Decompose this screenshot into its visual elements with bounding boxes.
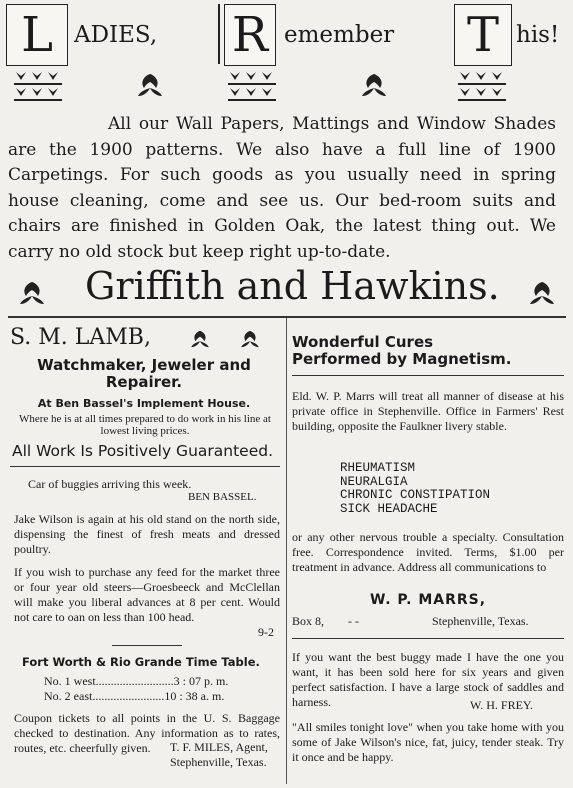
lamb-trade: Watchmaker, Jeweler and Repairer.	[37, 356, 251, 391]
drop-cap-t: T	[454, 4, 512, 66]
rule-line	[292, 375, 564, 376]
header-banner	[0, 0, 573, 112]
drop-cap-l: L	[6, 4, 68, 66]
leaf-icon	[14, 278, 50, 308]
leaf-icon	[186, 328, 214, 350]
other-notice: or any other nervous trouble a specialty. Consultation free. Correspondence invited. Terms, $1.00 per treatment in advance. Address all communications to	[292, 530, 564, 574]
word-remember: emember	[284, 22, 395, 48]
buggies-signature: BEN BASSEL.	[188, 491, 257, 503]
buggy-signature: W. H. FREY.	[470, 698, 534, 712]
buggy-notice: If you want the best buggy made I have the one you want, it has been sold here for six years and given perfect satisfaction. I have a large stock of saddles and harness.	[292, 650, 564, 709]
section-divider	[8, 316, 566, 318]
timetable-title: Fort Worth & Rio Grande Time Table.	[22, 655, 260, 669]
rule-line	[112, 645, 182, 646]
drop-cap-r: R	[224, 4, 276, 66]
ornament-icon	[226, 70, 278, 102]
marrs-signature: W. P. MARRS,	[369, 592, 487, 608]
coupon-signature: T. F. MILES, Agent, Stephenville, Texas.	[170, 740, 268, 769]
coupon-notice: Coupon tickets to all points in the U. S. Baggage checked to destination. Any information as to rates, routes, etc. cheerfully given.	[14, 711, 280, 755]
marrs-notice: Eld. W. P. Marrs will treat all manner of disease at his private office in Stephenville. Office in Farmers' Rest building, opposite the Faulkner livery stable.	[292, 389, 564, 433]
rule-line	[292, 638, 564, 639]
timetable-row-1: No. 1 west..........................3 : 07 p. m.	[44, 674, 229, 688]
ornament-icon	[12, 70, 64, 102]
leaf-icon	[524, 278, 560, 308]
steers-notice: If you wish to purchase any feed for the market three or four year old steers—Groesbeeck and McClellan will make you liberal advances at 8 per cent. Would not care to oan on less than 100 head.	[14, 565, 280, 624]
lamb-name: S. M. LAMB,	[10, 325, 151, 350]
header-separator	[218, 4, 220, 64]
wilson-notice: Jake Wilson is again at his old stand on the north side, dispensing the finest of fresh meats and dressed poultry.	[14, 512, 280, 556]
steers-ref: 9-2	[258, 625, 274, 639]
word-ladies: ADIES,	[74, 22, 158, 48]
leaf-icon	[132, 70, 168, 100]
intro-paragraph: All our Wall Papers, Mattings and Window Shades are the 1900 patterns. We also have a full line of 1900 Carpetings. For such goods as you usually need in spring house cleaning, come and see us. Our bed-room suits and chairs are finished in Golden Oak, the latest thing out. We carry no old stock but keep right up-to-date.	[8, 114, 556, 262]
leaf-icon	[356, 70, 392, 100]
marrs-address: Box 8, - - Stephenville, Texas.	[292, 614, 529, 628]
lamb-location: At Ben Bassel's Implement House.	[37, 397, 251, 410]
ornament-icon	[456, 70, 508, 102]
buggies-notice: Car of buggies arriving this week.	[28, 477, 192, 491]
lamb-guarantee: All Work Is Positively Guaranteed.	[12, 442, 273, 460]
cures-title: Wonderful Cures Performed by Magnetism.	[292, 333, 512, 368]
timetable-row-2: No. 2 east........................10 : 38 a. m.	[44, 689, 225, 703]
firm-name: Griffith and Hawkins.	[85, 264, 500, 308]
lamb-where: Where he is at all times prepared to do work in his line at lowest living prices.	[18, 413, 271, 437]
column-rule	[286, 318, 287, 784]
smiles-notice: "All smiles tonight love" when you take home with you some of Jake Wilson's nice, fat, juicy, tender steak. Try it once and be happy.	[292, 720, 564, 764]
word-this: his!	[516, 22, 560, 48]
rule-line	[10, 466, 280, 467]
leaf-icon	[236, 328, 264, 350]
conditions-list: RHEUMATISM NEURALGIA CHRONIC CONSTIPATION SICK HEADACHE	[340, 461, 491, 516]
